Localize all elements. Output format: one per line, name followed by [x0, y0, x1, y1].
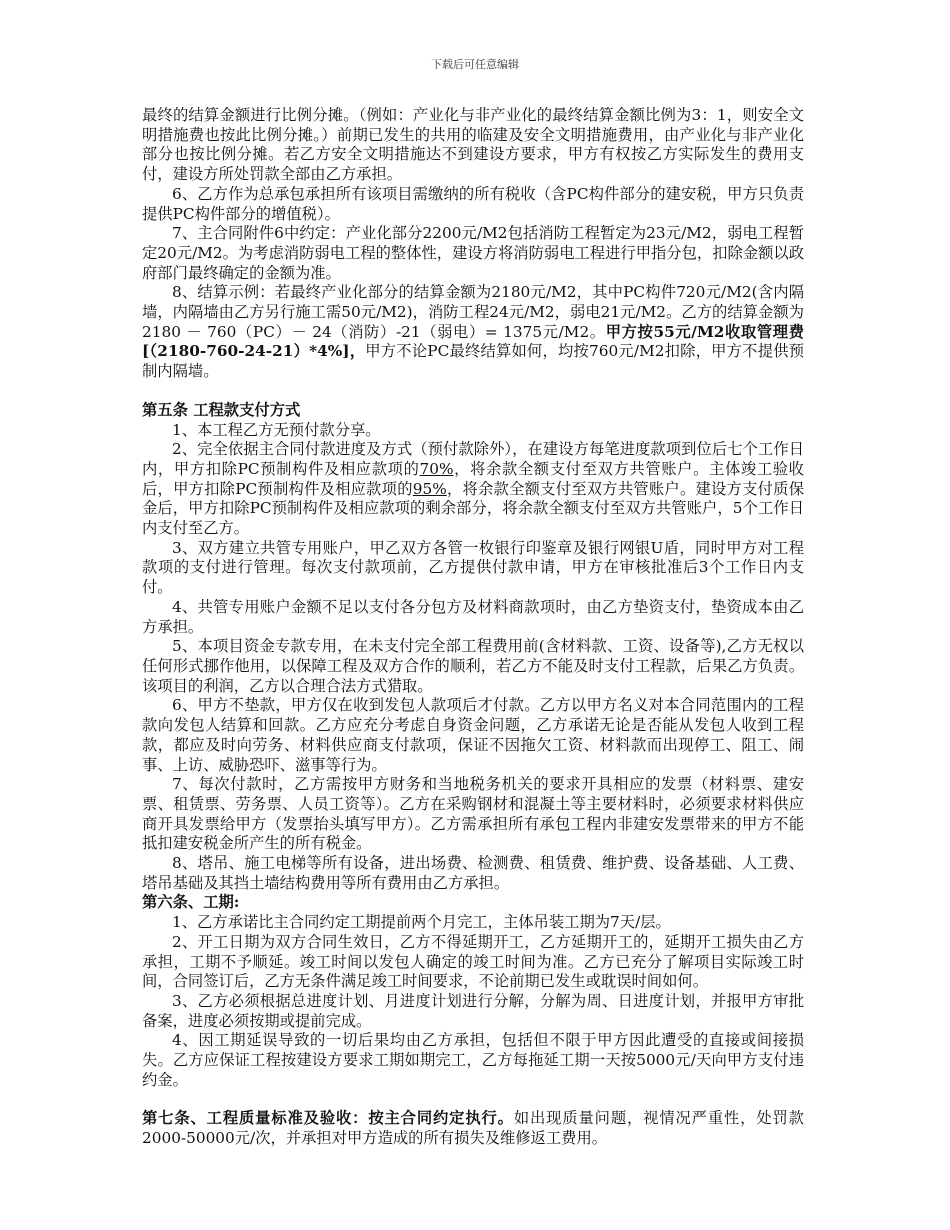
clause-7: [142, 1109, 804, 1148]
clause-5-item-3: 3、双方建立共管专用账户，甲乙双方各管一枚银行印鉴章及银行网银U盾，同时甲方对工程款项的支付进行管理。每次支付款项前，乙方提供付款申请，甲方在审核批准后3个工作日内支付。: [142, 538, 804, 597]
clause-5-item-4: 4、共管专用账户金额不足以支付各分包方及材料商款项时，由乙方垫资支付，垫资成本由乙方承担。: [142, 597, 804, 636]
clause-6-item-4: 4、因工期延误导致的一切后果均由乙方承担，包括但不限于甲方因此遭受的直接或间接损失。乙方应保证工程按建设方要求工期如期完工，乙方每拖延工期一天按5000元/天向甲方支付违约金。: [142, 1031, 804, 1089]
clause-7-title: 第七条、工程质量标准及验收：按主合同约定执行。: [142, 1109, 514, 1128]
management-fee-bold: 甲方按55元/M2收取管理费[（2180-760-24-21）*4%]，: [142, 322, 804, 361]
clause-7-text: 如出现质量问题，视情况严重性，处罚款2000-50000元/次，并承担对甲方造成的所有损失及维修返工费用。: [142, 1109, 804, 1148]
clause-5-title: 第五条 工程款支付方式: [142, 400, 301, 419]
clause-5-item-8: 8、塔吊、施工电梯等所有设备，进出场费、检测费、租赁费、维护费、设备基础、人工费、塔吊基础及其挡土墙结构费用等所有费用由乙方承担。: [142, 854, 804, 892]
clause-5-item-2: [142, 440, 804, 539]
document-body: [142, 106, 804, 1149]
settlement-example: 8、结算示例：若最终产业化部分的结算金额为2180元/M2，其中PC构件720元/M2(含内隔墙，内隔墙由乙方另行施工需50元/M2)，消防工程24元/M2，弱电21元/M2。乙方的结算金额为2180 － 760（PC）－ 24（消防）-21（弱电）= 1375元/M2。: [142, 283, 804, 341]
clause-4-item-8: [142, 283, 804, 382]
clause-5-item-2-text-c: ，将余款全额支付至双方共管账户。建设方支付质保金后，甲方扣除PC预制构件及相应款项的剩余部分，将余款全额支付至双方共管账户，5个工作日内支付至乙方。: [142, 479, 804, 538]
clause-4-item-6: 6、乙方作为总承包承担所有该项目需缴纳的所有税收（含PC构件部分的建安税，甲方只负责提供PC构件部分的增值税）。: [142, 184, 804, 223]
clause-6-item-3: 3、乙方必须根据总进度计划、月进度计划进行分解，分解为周、日进度计划，并报甲方审批备案，进度必须按期或提前完成。: [142, 991, 804, 1030]
clause-5-item-1: 1、本工程乙方无预付款分享。: [172, 420, 381, 439]
clause-4-item-7: 7、主合同附件6中约定：产业化部分2200元/M2包括消防工程暂定为23元/M2，弱电工程暂定20元/M2。为考虑消防弱电工程的整体性，建设方将消防弱电工程进行甲指分包，扣除金额以政府部门最终确定的金额为准。: [142, 224, 804, 282]
percent-70: 70%: [419, 459, 454, 478]
percent-95: 95%: [412, 479, 447, 498]
clause-4-paragraph-cont: 最终的结算金额进行比例分摊。（例如：产业化与非产业化的最终结算金额比例为3：1，则安全文明措施费也按此比例分摊。）前期已发生的共用的临建及安全文明措施费用，由产业化与非产业化部分也按比例分摊。若乙方安全文明措施达不到建设方要求，甲方有权按乙方实际发生的费用支付，建设方所处罚款全部由乙方承担。: [142, 106, 804, 184]
page-header: 下载后可任意编辑: [431, 58, 519, 71]
clause-5-item-7: 7、每次付款时，乙方需按甲方财务和当地税务机关的要求开具相应的发票（材料票、建安票、租赁票、劳务票、人员工资等）。乙方在采购钢材和混凝土等主要材料时，必须要求材料供应商开具发票给甲方（发票抬头填写甲方）。乙方需承担所有承包工程内非建安发票带来的甲方不能抵扣建安税金所产生的所有税金。: [142, 775, 804, 853]
clause-5-item-6: 6、甲方不垫款，甲方仅在收到发包人款项后才付款。乙方以甲方名义对本合同范围内的工程款向发包人结算和回款。乙方应充分考虑自身资金问题，乙方承诺无论是否能从发包人收到工程款，都应及时向劳务、材料供应商支付款项，保证不因拖欠工资、材料款而出现停工、阻工、闹事、上访、威胁恐吓、滋事等行为。: [142, 696, 804, 774]
clause-6-title: 第六条、工期:: [142, 893, 240, 912]
clause-5-item-2-text-a: 2、完全依据主合同付款进度及方式（预付款除外），在建设方每笔进度款项到位后七个工作日内，甲方扣除PC预制构件及相应款项的: [142, 440, 804, 478]
clause-6-item-1: 1、乙方承诺比主合同约定工期提前两个月完工，主体吊装工期为7天/层。: [172, 913, 671, 932]
clause-5-item-2-text-b: ，将余款全额支付至双方共管账户。主体竣工验收后，甲方扣除PC预制构件及相应款项的: [142, 459, 804, 498]
clause-6-item-2: 2、开工日期为双方合同生效日，乙方不得延期开工，乙方延期开工的，延期开工损失由乙方承担，工期不予顺延。竣工时间以发包人确定的竣工时间为准。乙方已充分了解项目实际竣工时间，合同签订后，乙方无条件满足竣工时间要求，不论前期已发生或耽误时间如何。: [142, 932, 804, 991]
clause-5-item-5: 5、本项目资金专款专用，在未支付完全部工程费用前(含材料款、工资、设备等),乙方无权以任何形式挪作他用，以保障工程及双方合作的顺利，若乙方不能及时支付工程款，后果乙方负责。该项目的利润，乙方以合理合法方式猎取。: [142, 637, 804, 695]
settlement-example-end: 甲方不论PC最终结算如何，均按760元/M2扣除，甲方不提供预制内隔墙。: [142, 342, 804, 381]
